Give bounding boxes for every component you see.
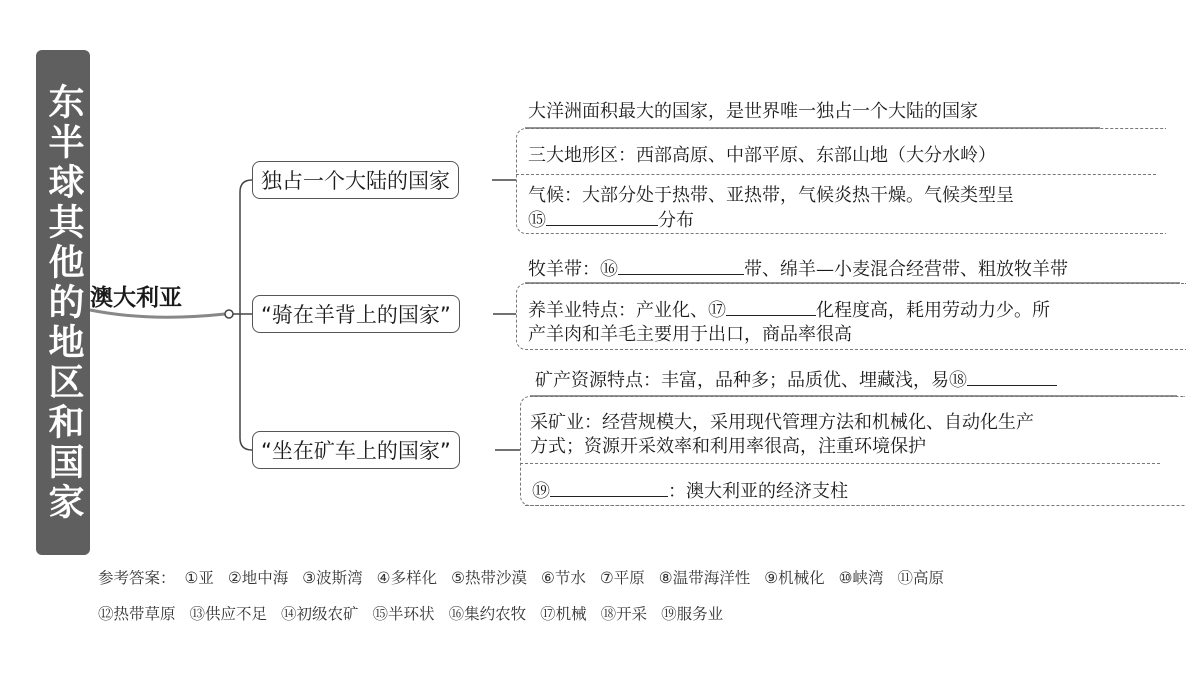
answer-blank [726,297,816,316]
divider [520,463,1160,464]
answer-item: ⑰机械 [540,605,587,623]
answer-item: ⑪高原 [897,569,945,587]
detail-text: ：澳大利亚的经济支柱 [668,481,848,502]
detail-text: 带、绵羊—小麦混合经营带、粗放牧羊带 [744,259,1068,280]
answer-item: ⑨机械化 [764,569,825,587]
answer-item: ④多样化 [376,569,438,587]
detail-text: 牧羊带：⑯ [528,259,618,280]
answer-item: ①亚 [184,569,214,587]
answer-key-row-2 [98,602,737,624]
answer-item: ⑬供应不足 [189,605,268,623]
answer-key-row-1 [98,566,958,588]
detail-text-blank-line [528,256,1068,282]
branch-node-1: 独占一个大陆的国家 [252,161,459,199]
detail-text: 采矿业：经营规模大，采用现代管理方法和机械化、自动化生产 [530,412,1034,433]
detail-text-blank-line [528,207,694,233]
answer-item: ⑯集约农牧 [448,605,527,623]
answer-item: ③波斯湾 [302,569,363,587]
answer-blank [546,207,658,226]
divider [516,174,1156,175]
section-title: 东半球其他的地区和国家 [43,82,84,523]
detail-text: 气候：大部分处于热带、亚热带，气候炎热干燥。气候类型呈 [528,185,1014,206]
detail-text: 化程度高，耗用劳动力少。所 [816,300,1050,321]
answer-item: ⑲服务业 [661,605,724,623]
blank-number: ⑲ [532,481,550,502]
answer-item: ⑮半环状 [372,605,435,623]
detail-text-blank-line [528,297,1050,323]
detail-text: 养羊业特点：产业化、⑰ [528,300,726,321]
answer-item: ⑦平原 [599,569,645,587]
answer-blank [618,256,744,275]
root-node: 澳大利亚 [90,285,182,311]
answer-item: ⑱开采 [600,605,648,623]
blank-number: ⑮ [528,210,546,231]
answer-item: ⑩峡湾 [838,569,884,587]
answer-blank [550,478,668,497]
branch-node-2: “骑在羊背上的国家” [252,295,460,333]
answer-item: ⑧温带海洋性 [658,569,751,587]
answer-item: ②地中海 [227,569,289,587]
detail-text: 产羊肉和羊毛主要用于出口，商品率很高 [528,324,852,345]
detail-text-blank-line [535,367,1057,393]
detail-text: 三大地形区：西部高原、中部平原、东部山地（大分水岭） [528,145,996,166]
branch-node-3: “坐在矿车上的国家” [252,431,460,469]
divider [525,505,905,506]
answer-item: ⑤热带沙漠 [451,569,527,587]
answer-item: ⑥节水 [540,569,586,587]
detail-text: 方式；资源开采效率和利用率很高，注重环境保护 [530,436,926,457]
detail-text: 矿产资源特点：丰富，品种多；品质优、埋藏浅，易⑱ [535,370,967,391]
answer-item: ⑫热带草原 [98,605,176,623]
answer-blank [967,367,1057,386]
detail-text-blank-line [532,478,848,504]
detail-text: 分布 [658,210,694,231]
answer-item: ⑭初级农矿 [281,605,359,623]
detail-text: 大洋洲面积最大的国家，是世界唯一独占一个大陆的国家 [528,101,978,122]
section-title-banner [36,50,90,555]
answer-key-label: 参考答案： [98,569,176,587]
